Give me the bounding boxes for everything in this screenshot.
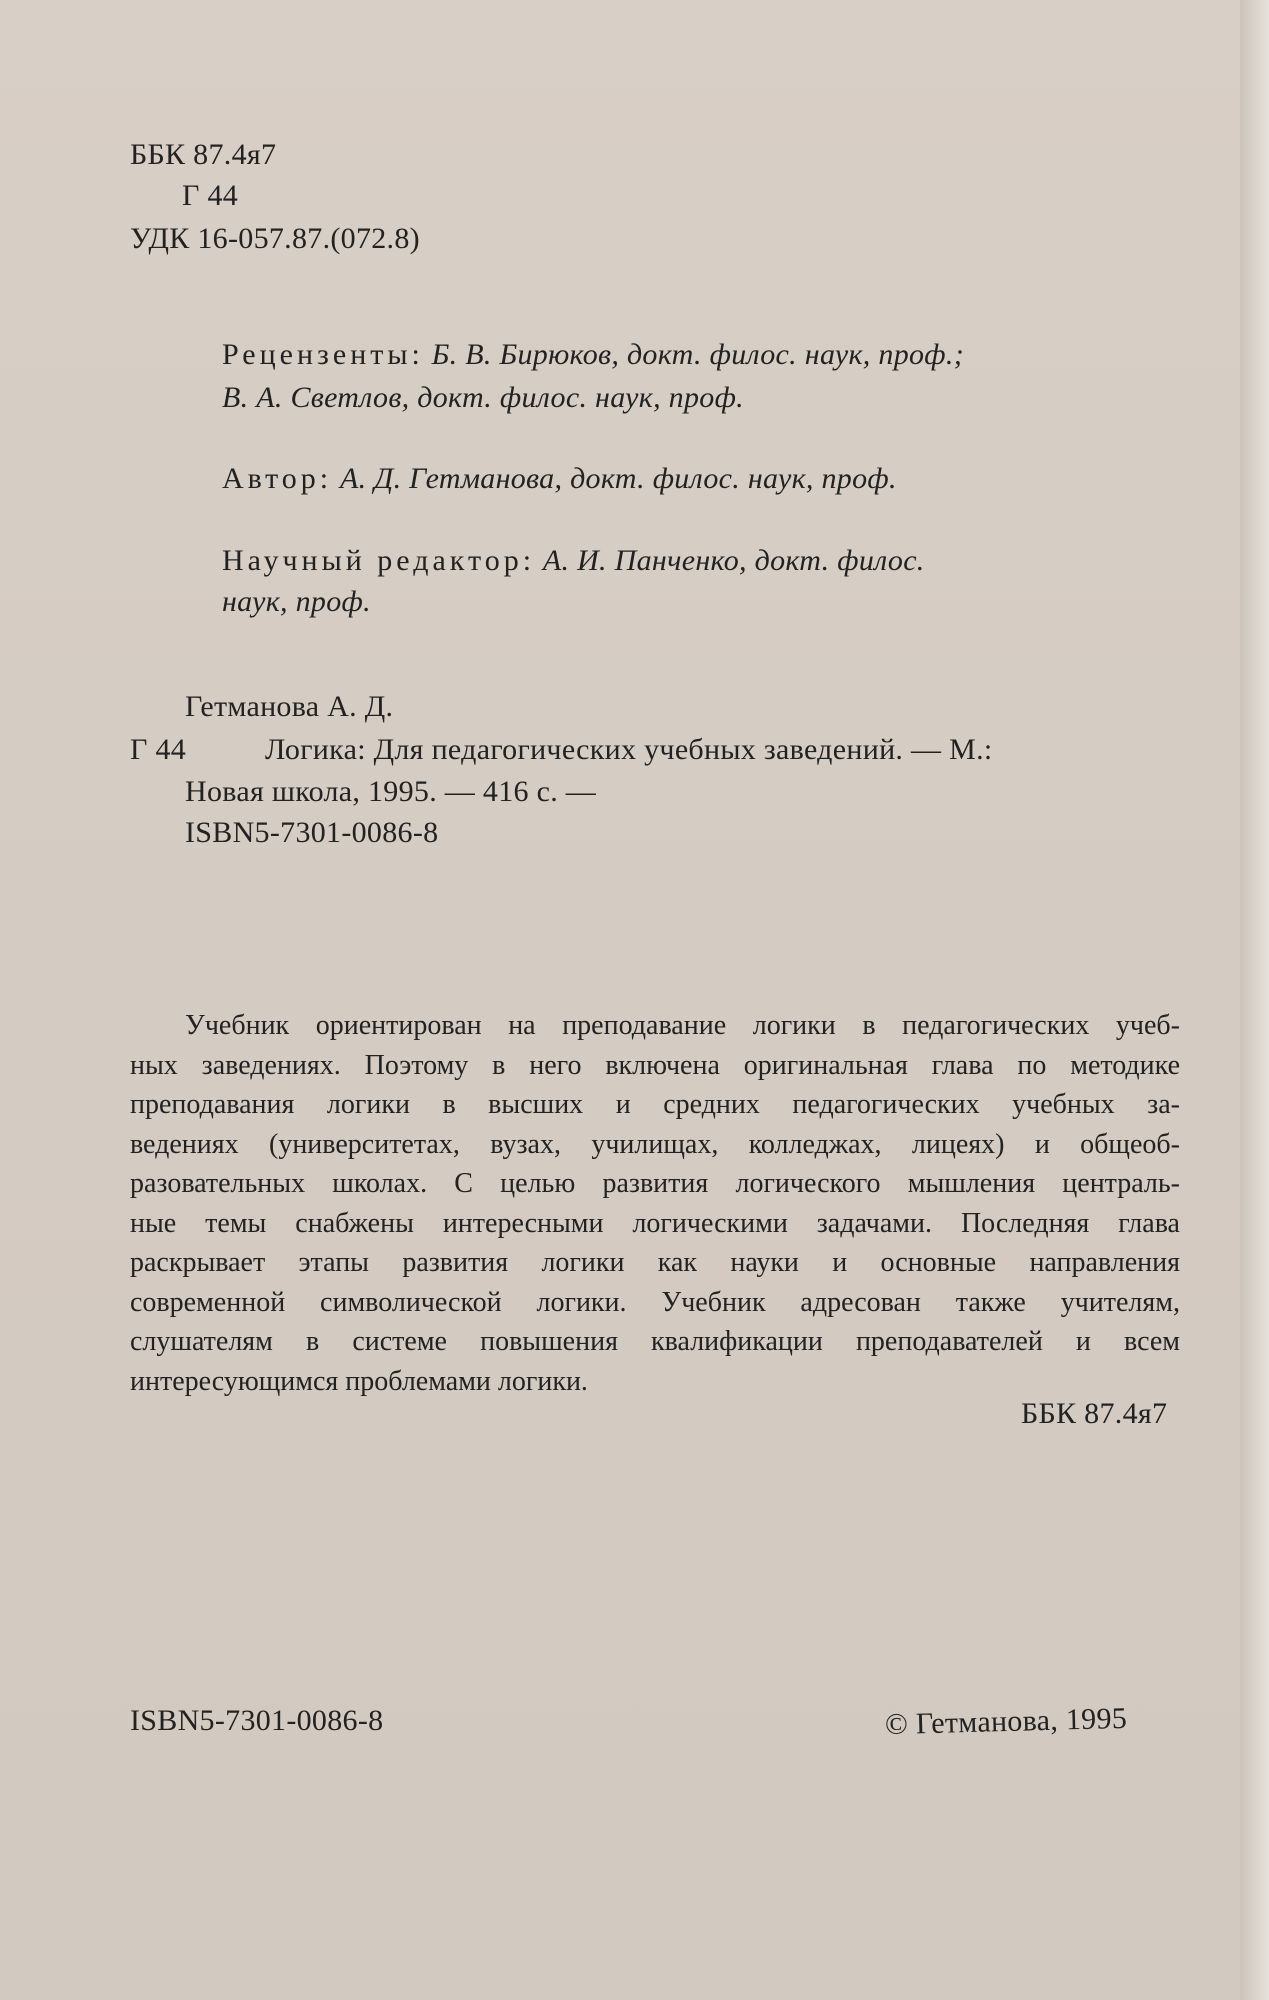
- editor-label: Научный редактор:: [222, 544, 536, 577]
- editor-line-1: [222, 541, 925, 581]
- bbk-code: ББК 87.4я7: [130, 138, 277, 171]
- editor-credit: А. И. Панченко, докт. филос.: [542, 544, 925, 577]
- abstract-paragraph: [130, 1006, 1180, 1401]
- abstract-line: слушателям в системе повышения квалификации преподавателей и всем: [130, 1326, 1180, 1357]
- abstract-line: ные темы снабжены интересными логическими задачами. Последняя глава: [130, 1207, 1180, 1239]
- reviewers-line-1: [222, 335, 964, 375]
- catalog-title-line-2: Новая школа, 1995. — 416 с. —: [185, 775, 597, 808]
- udk-code: УДК 16-057.87.(072.8): [130, 222, 420, 255]
- abstract-line: разовательных школах. С целью развития логического мышления централь-: [130, 1168, 1180, 1199]
- page-edge: [1240, 0, 1269, 2000]
- abstract-line: ных заведениях. Поэтому в него включена оригинальная глава по методике: [130, 1049, 1180, 1081]
- abstract-bbk: ББК 87.4я7: [1021, 1397, 1168, 1430]
- catalog-title-line-1: Логика: Для педагогических учебных заведений. — М.:: [265, 733, 993, 766]
- copyright: © Гетманова, 1995: [884, 1701, 1128, 1742]
- abstract-line: преподавания логики в высших и средних педагогических учебных за-: [130, 1089, 1180, 1120]
- author-line: [222, 459, 897, 499]
- reviewers-label: Рецензенты:: [222, 338, 424, 371]
- footer-isbn: ISBN5-7301-0086-8: [130, 1704, 384, 1737]
- abstract-line: интересующимся проблемами логики.: [130, 1365, 588, 1397]
- author-index: Г 44: [182, 179, 239, 212]
- catalog-index: Г 44: [130, 733, 187, 766]
- abstract-line: Учебник ориентирован на преподавание логики в педагогических учеб-: [185, 1010, 1180, 1041]
- abstract-line: раскрывает этапы развития логики как науки и основные направления: [130, 1247, 1180, 1278]
- abstract-line: ведениях (университетах, вузах, училищах, колледжах, лицеях) и общеоб-: [130, 1128, 1180, 1160]
- catalog-isbn: ISBN5-7301-0086-8: [185, 816, 439, 849]
- reviewer-1: Б. В. Бирюков, докт. филос. наук, проф.;: [431, 338, 964, 371]
- catalog-author: Гетманова А. Д.: [185, 690, 394, 723]
- reviewer-2: В. А. Светлов, докт. филос. наук, проф.: [222, 381, 744, 414]
- abstract-line: современной символической логики. Учебник адресован также учителям,: [130, 1286, 1180, 1318]
- editor-line-2: наук, проф.: [222, 585, 371, 618]
- author-label: Автор:: [222, 462, 333, 495]
- author-credit: А. Д. Гетманова, докт. филос. наук, проф.: [339, 462, 897, 495]
